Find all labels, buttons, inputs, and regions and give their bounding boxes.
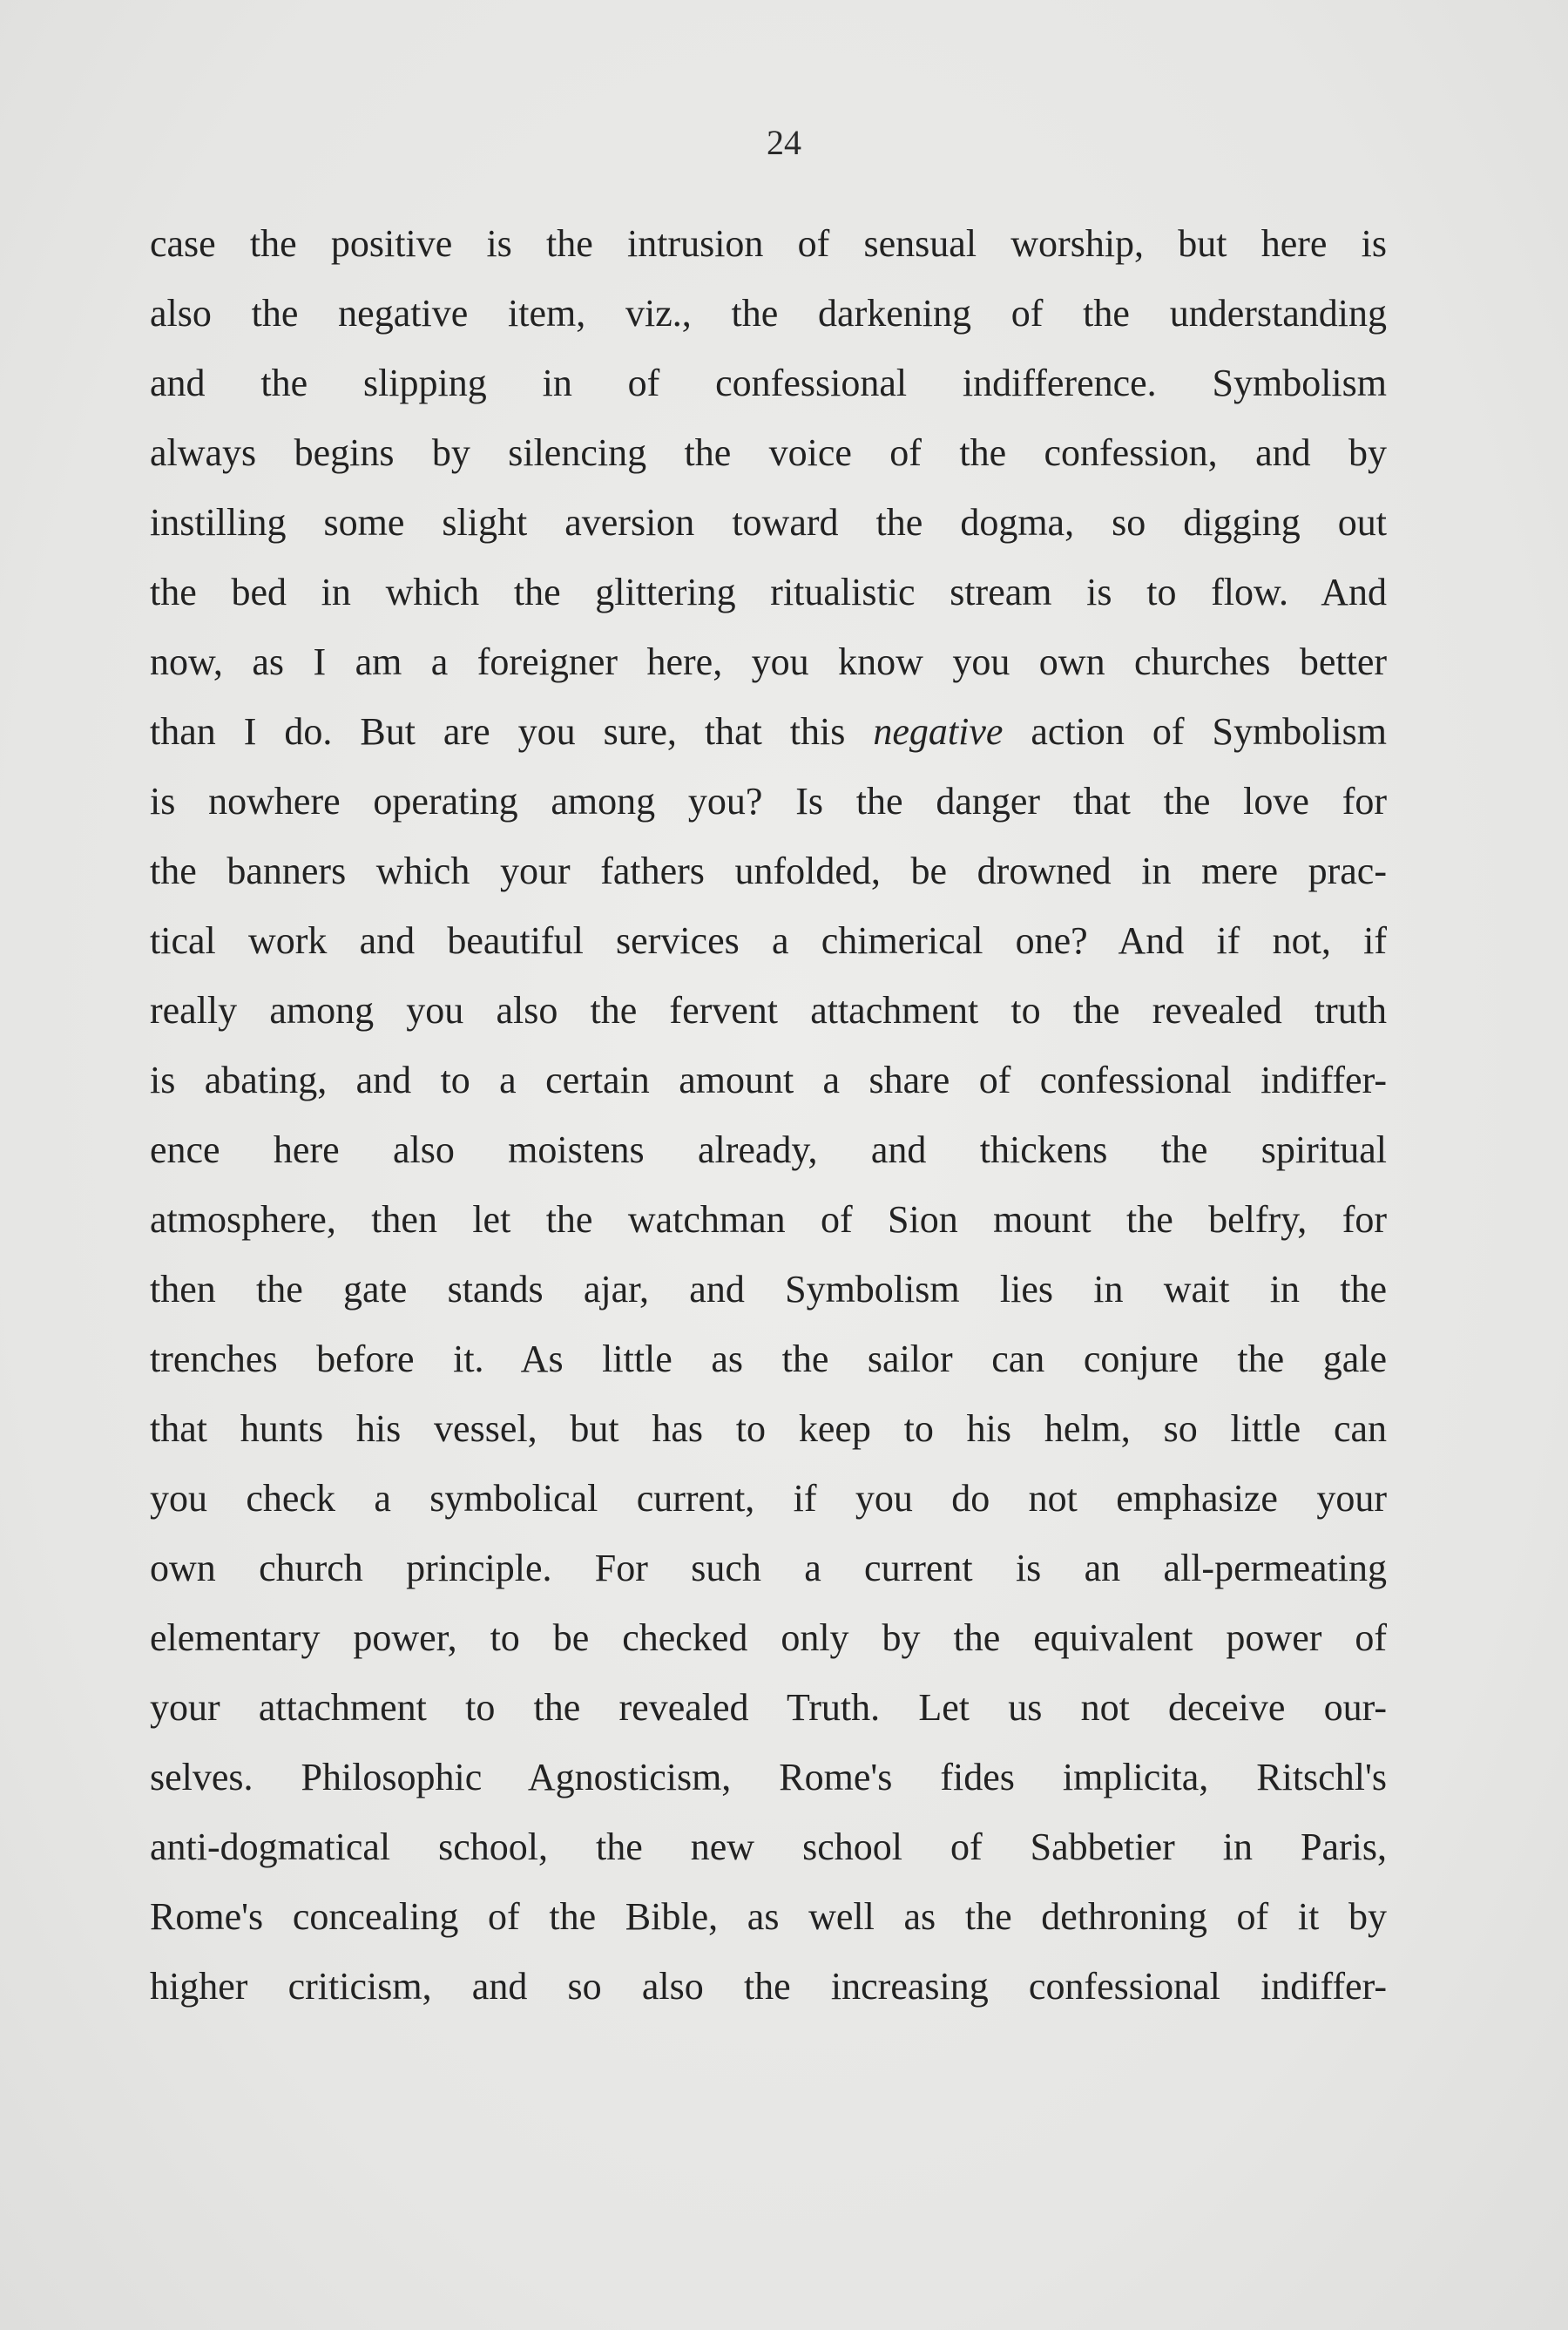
text-line: the banners which your fathers unfolded, be drowned in mere prac- — [150, 850, 1387, 892]
text-line: also the negative item, viz., the darkening of the understanding — [150, 292, 1387, 335]
text-line: then the gate stands ajar, and Symbolism lies in wait in the — [150, 1268, 1387, 1311]
text-line: and the slipping in of confessional indifference. Symbolism — [150, 362, 1387, 404]
text-line: ence here also moistens already, and thickens the spiritual — [150, 1128, 1387, 1171]
italic-text: negative — [873, 710, 1004, 753]
text-line: now, as I am a foreigner here, you know you own churches better — [150, 640, 1387, 683]
page-number: 24 — [767, 123, 801, 162]
text-line: Rome's concealing of the Bible, as well as the dethroning of it by — [150, 1895, 1387, 1938]
text-line: own church principle. For such a current is an all-permeating — [150, 1547, 1387, 1589]
text-line: selves. Philosophic Agnosticism, Rome's fides implicita, Ritschl's — [150, 1756, 1387, 1798]
text-line: anti-dogmatical school, the new school of Sabbetier in Paris, — [150, 1825, 1387, 1868]
text-line: case the positive is the intrusion of sensual worship, but here is — [150, 222, 1387, 265]
text-line: trenches before it. As little as the sailor can conjure the gale — [150, 1338, 1387, 1380]
text-line: tical work and beautiful services a chimerical one? And if not, if — [150, 919, 1387, 962]
text-line — [150, 697, 1387, 767]
text-line: the bed in which the glittering ritualistic stream is to flow. And — [150, 571, 1387, 613]
text-line: higher criticism, and so also the increasing confessional indiffer- — [150, 1965, 1387, 2008]
body-text — [150, 209, 1387, 2022]
text-span: than I do. But are you sure, that this — [150, 710, 874, 753]
text-line: that hunts his vessel, but has to keep to his helm, so little can — [150, 1407, 1387, 1450]
text-span: action of Symbolism — [1003, 710, 1387, 753]
text-line: your attachment to the revealed Truth. Let us not deceive our- — [150, 1686, 1387, 1729]
text-line: is nowhere operating among you? Is the danger that the love for — [150, 780, 1387, 823]
text-line: is abating, and to a certain amount a share of confessional indiffer- — [150, 1059, 1387, 1101]
text-line: you check a symbolical current, if you do not emphasize your — [150, 1477, 1387, 1520]
text-line: elementary power, to be checked only by the equivalent power of — [150, 1616, 1387, 1659]
text-line: instilling some slight aversion toward the dogma, so digging out — [150, 501, 1387, 544]
text-line: really among you also the fervent attachment to the revealed truth — [150, 989, 1387, 1032]
text-line: always begins by silencing the voice of the confession, and by — [150, 431, 1387, 474]
text-line: atmosphere, then let the watchman of Sion mount the belfry, for — [150, 1198, 1387, 1241]
